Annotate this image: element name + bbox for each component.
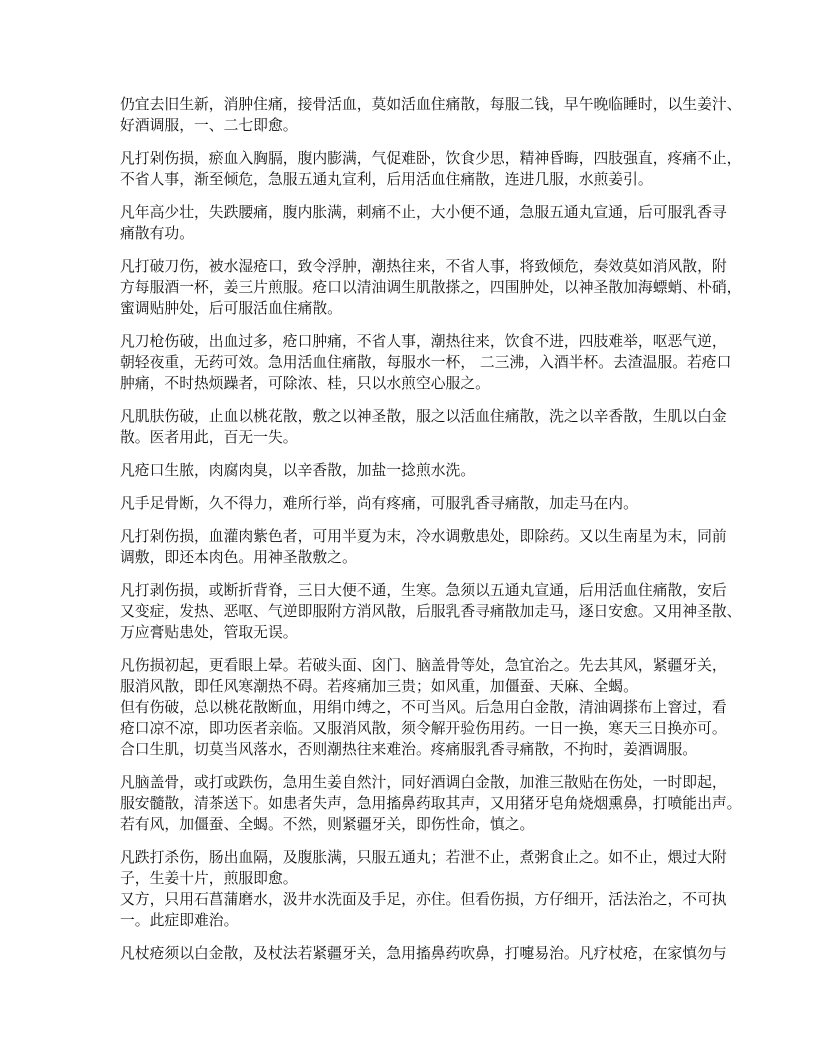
text-line: 凡年高少壮，失跌腰痛，腹内胀满，刺痛不止，大小便不通，急服五通丸宣通，后可服乳香寻	[120, 204, 727, 221]
paragraph-block	[120, 256, 742, 319]
text-line: 蜜调贴肿处，后可服活血住痛散。	[120, 300, 342, 317]
paragraph-block	[120, 460, 705, 481]
text-line: 好酒调服，一、二七即愈。	[120, 117, 298, 134]
paragraph-block	[120, 772, 742, 835]
paragraph	[120, 331, 732, 394]
paragraph-block	[120, 943, 727, 964]
paragraph	[120, 655, 727, 760]
paragraph	[120, 493, 705, 514]
text-line: 凡杖疮须以白金散，及杖法若紧疆牙关，急用搐鼻药吹鼻，打嚏易治。凡疗杖疮，在家慎勿与	[120, 945, 727, 962]
text-line: 凡肌肤伤破，止血以桃花散，敷之以神圣散，服之以活血住痛散，洗之以辛香散，生肌以白金	[120, 408, 727, 425]
paragraph-block	[120, 493, 705, 514]
text-line: 朝轻夜重，无药可效。急用活血住痛散，每服水一杯， 二三沸，入酒半杯。去渣温服。若疮口	[120, 354, 732, 371]
paragraph	[120, 256, 742, 319]
text-line: 又方，只用石菖蒲磨水，汲井水洗面及手足，亦住。但看伤损，方仔细开，活法治之，不可执	[120, 891, 727, 908]
paragraph-block	[120, 331, 732, 394]
text-line: 方每服酒一杯，姜三片煎服。疮口以清油调生肌散搽之，四围肿处，以神圣散加海螵蛸、朴硝，	[120, 279, 742, 296]
text-line: 服安髓散，清茶送下。如患者失声，急用搐鼻药取其声，又用猪牙皂角烧烟熏鼻，打喷能出声。	[120, 795, 742, 812]
paragraph-block	[120, 655, 727, 697]
text-line: 但有伤破，总以桃花散断血，用绢巾缚之，不可当风。后急用白金散，清油调搽布上窨过，看	[120, 699, 727, 716]
text-line: 散。医者用此，百无一失。	[120, 429, 298, 446]
text-line: 痛散有功。	[120, 225, 194, 242]
paragraph	[120, 148, 742, 190]
text-line: 凡打剁伤损，瘀血入胸膈，腹内膨满，气促难卧，饮食少思，精神昏晦，四肢强直，疼痛不止，	[120, 150, 742, 167]
text-line: 合口生肌，切莫当风落水，否则潮热往来难治。疼痛服乳香寻痛散，不拘时，姜酒调服。	[120, 741, 698, 758]
document-page	[120, 94, 742, 976]
text-line: 子，生姜十片，煎服即愈。	[120, 870, 298, 887]
paragraph-block	[120, 148, 742, 190]
text-line: 凡打破刀伤，被水湿疮口，致令浮肿，潮热往来，不省人事，将致倾危，奏效莫如消风散，附	[120, 258, 727, 275]
text-line: 若有风，加僵蚕、全蝎。不然，则紧疆牙关，即伤性命，慎之。	[120, 816, 535, 833]
paragraph-block	[120, 580, 742, 643]
text-line: 仍宜去旧生新，消肿住痛，接骨活血，莫如活血住痛散，每服二钱，早午晚临睡时，以生姜汁、	[120, 96, 742, 113]
paragraph	[120, 406, 727, 448]
text-line: 凡跌打杀伤，肠出血隔，及腹胀满，只服五通丸；若泄不止，煮粥食止之。如不止，煨过大附	[120, 849, 727, 866]
paragraph	[120, 580, 742, 643]
paragraph-block	[120, 202, 727, 244]
text-line: 调敷，即还本肉色。用神圣散敷之。	[120, 549, 357, 566]
text-line: 服消风散，即任风寒潮热不碍。若疼痛加三贵；如风重，加僵蚕、天麻、全蝎。	[120, 678, 638, 695]
paragraph	[120, 460, 705, 481]
text-line: 凡脑盖骨，或打或跌伤，急用生姜自然汁，同好酒调白金散，加淮三散贴在伤处，一时即起，	[120, 774, 727, 791]
text-line: 不省人事，渐至倾危，急服五通丸宣利，后用活血住痛散，连进几服，水煎姜引。	[120, 171, 653, 188]
paragraph-block	[120, 526, 727, 568]
paragraph	[120, 94, 742, 136]
text-line: 疮口凉不凉，即功医者亲临。又服消风散，须令解开验伤用药。一日一换，寒天三日换亦可。	[120, 720, 727, 737]
paragraph	[120, 526, 727, 568]
paragraph-block	[120, 697, 727, 760]
paragraph	[120, 847, 727, 931]
text-line: 凡伤损初起，更看眼上晕。若破头面、囟门、脑盖骨等处，急宜治之。先去其风，紧疆牙关，	[120, 657, 727, 674]
text-line: 凡打剁伤损，血灌肉紫色者，可用半夏为末，冷水调敷患处，即除药。又以生南星为末，同前	[120, 528, 727, 545]
paragraph-block	[120, 847, 727, 889]
text-line: 凡手足骨断，久不得力，难所行举，尚有疼痛，可服乳香寻痛散，加走马在内。	[120, 495, 638, 512]
text-line: 一。此症即难治。	[120, 912, 239, 929]
paragraph	[120, 202, 727, 244]
paragraph-block	[120, 94, 742, 136]
paragraph-block	[120, 406, 727, 448]
paragraph	[120, 772, 742, 835]
text-line: 凡疮口生脓，肉腐肉臭，以辛香散，加盐一捻煎水洗。	[120, 462, 476, 479]
text-line: 凡刀枪伤破，出血过多，疮口肿痛，不省人事，潮热往来，饮食不进，四肢难举，呕恶气逆，	[120, 333, 727, 350]
paragraph-block	[120, 889, 727, 931]
text-line: 凡打剥伤损，或断折背脊，三日大便不通，生寒。急须以五通丸宣通，后用活血住痛散，安后	[120, 582, 727, 599]
text-line: 万应膏贴患处，管取无误。	[120, 624, 298, 641]
text-line: 肿痛，不时热烦躁者，可除浓、桂，只以水煎空心服之。	[120, 375, 490, 392]
paragraph	[120, 943, 727, 964]
text-line: 又变症，发热、恶呕、气逆即服附方消风散，后服乳香寻痛散加走马，逐日安愈。又用神圣散、	[120, 603, 742, 620]
